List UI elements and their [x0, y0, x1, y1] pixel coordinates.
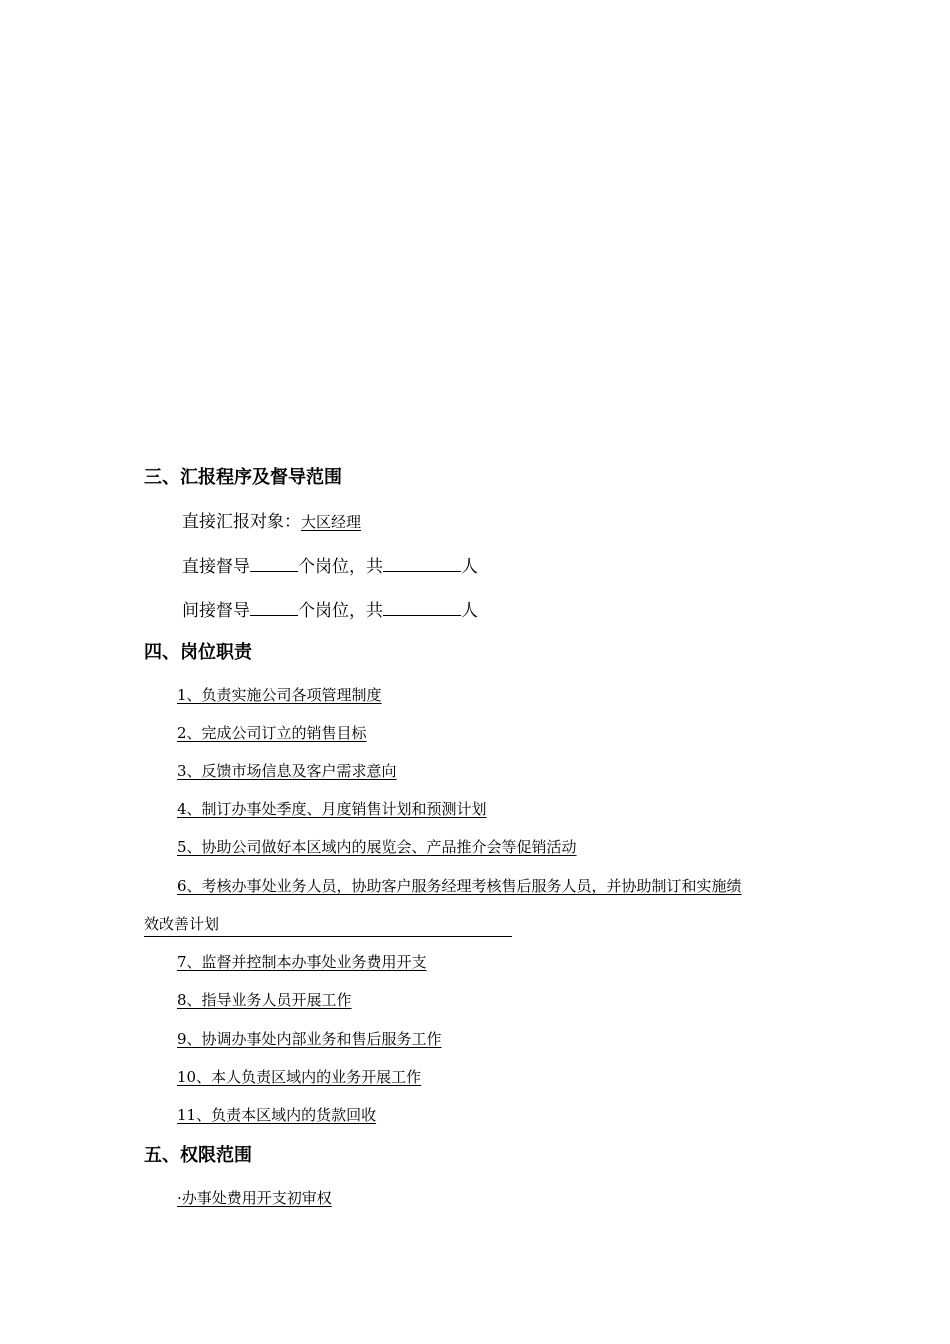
direct-supervision-line	[182, 553, 478, 579]
direct-positions-blank	[250, 553, 298, 572]
section-heading-duties: 四、岗位职责	[144, 642, 252, 663]
duty-item: 4、制订办事处季度、月度销售计划和预测计划	[177, 800, 487, 818]
duty-item: 7、监督并控制本办事处业务费用开支	[177, 953, 427, 971]
duty-item: 6、考核办事处业务人员，协助客户服务经理考核售后服务人员，并协助制订和实施绩	[177, 877, 742, 895]
indirect-positions-blank	[250, 597, 298, 616]
direct-report-label: 直接汇报对象：	[182, 512, 301, 532]
duty-item: 5、协助公司做好本区域内的展览会、产品推介会等促销活动	[177, 838, 577, 856]
duty-item: 3、反馈市场信息及客户需求意向	[177, 762, 397, 780]
section-heading-authority: 五、权限范围	[144, 1145, 252, 1166]
direct-supervision-prefix: 直接督导	[182, 557, 250, 577]
indirect-supervision-prefix: 间接督导	[182, 601, 250, 621]
duty-item-continuation-text: 效改善计划	[144, 913, 512, 937]
section-heading-reporting: 三、汇报程序及督导范围	[144, 467, 342, 488]
direct-people-blank	[383, 553, 461, 572]
duty-item: 10、本人负责区域内的业务开展工作	[177, 1068, 422, 1086]
authority-item: ·办事处费用开支初审权	[177, 1189, 332, 1207]
duty-item: 9、协调办事处内部业务和售后服务工作	[177, 1030, 442, 1048]
indirect-supervision-suffix: 人	[461, 601, 478, 621]
direct-report-value: 大区经理	[301, 513, 362, 531]
duty-item: 1、负责实施公司各项管理制度	[177, 686, 382, 704]
indirect-people-blank	[383, 597, 461, 616]
duty-item: 2、完成公司订立的销售目标	[177, 724, 367, 742]
indirect-supervision-mid: 个岗位，共	[298, 601, 383, 621]
duty-item-continuation	[144, 913, 512, 937]
direct-report-line	[182, 510, 361, 534]
direct-supervision-suffix: 人	[461, 557, 478, 577]
indirect-supervision-line	[182, 597, 478, 623]
duty-item: 8、指导业务人员开展工作	[177, 991, 352, 1009]
duty-item: 11、负责本区域内的货款回收	[177, 1106, 377, 1124]
direct-supervision-mid: 个岗位，共	[298, 557, 383, 577]
